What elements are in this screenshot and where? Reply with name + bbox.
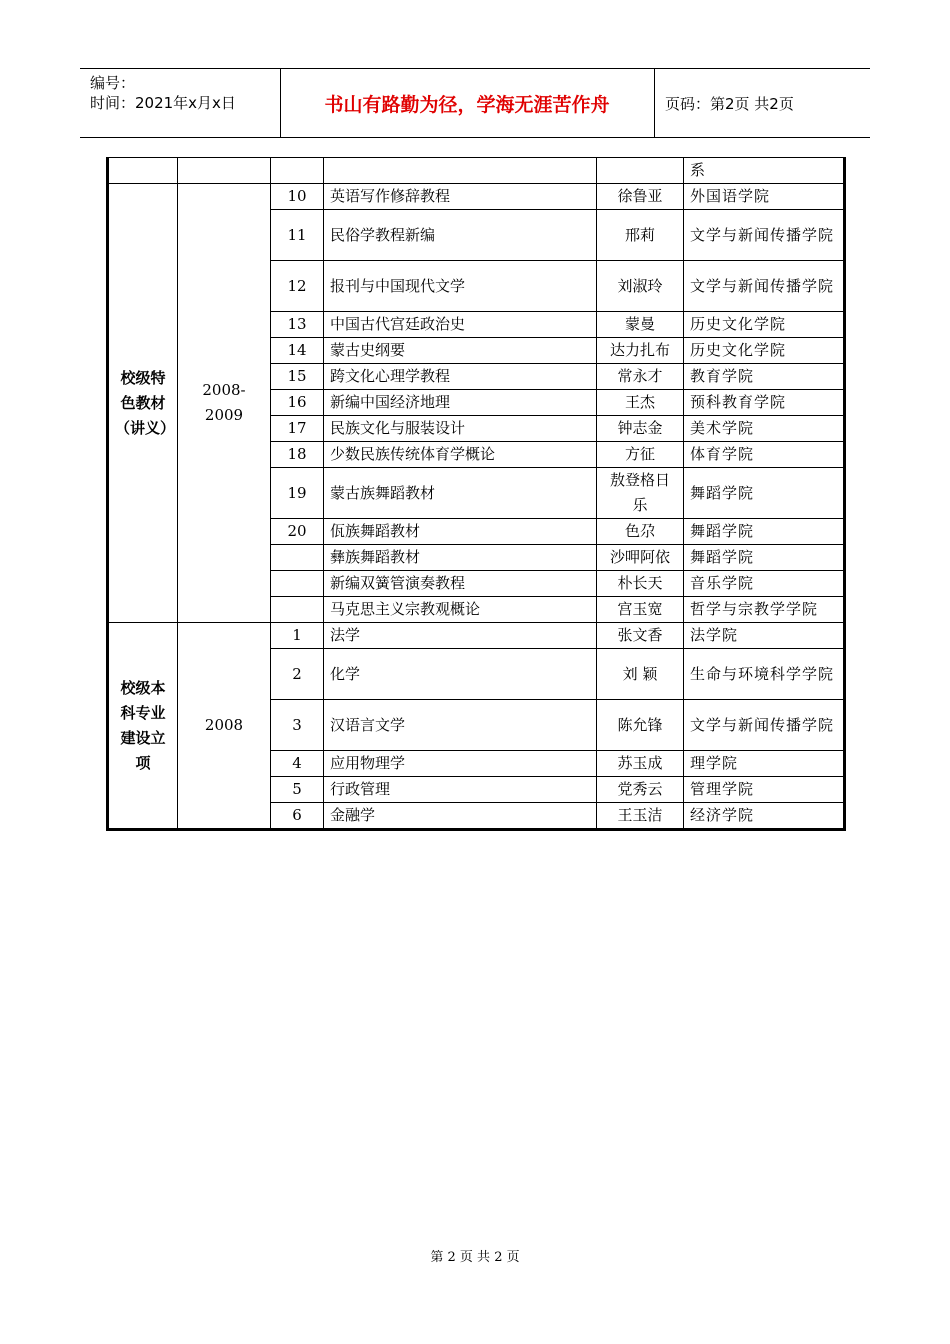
table-row	[108, 158, 845, 184]
person-name: 常永才	[597, 364, 684, 390]
unit-name: 文学与新闻传播学院	[684, 700, 845, 751]
page-header	[80, 68, 870, 138]
table-cell	[108, 158, 178, 184]
person-name: 刘 颖	[597, 649, 684, 700]
unit-name: 预科教育学院	[684, 390, 845, 416]
table-cell	[271, 158, 324, 184]
project-name: 中国古代宫廷政治史	[324, 312, 597, 338]
project-name: 化学	[324, 649, 597, 700]
unit-name: 管理学院	[684, 777, 845, 803]
unit-cell: 系	[684, 158, 845, 184]
row-number: 4	[271, 751, 324, 777]
category-cell: 校级本科专业建设立项	[108, 623, 178, 830]
header-meta	[80, 69, 281, 137]
project-name: 民俗学教程新编	[324, 210, 597, 261]
row-number: 5	[271, 777, 324, 803]
unit-name: 舞蹈学院	[684, 519, 845, 545]
project-name: 应用物理学	[324, 751, 597, 777]
project-name: 金融学	[324, 803, 597, 830]
person-name: 陈允锋	[597, 700, 684, 751]
project-name: 蒙古族舞蹈教材	[324, 468, 597, 519]
unit-name: 法学院	[684, 623, 845, 649]
row-number: 3	[271, 700, 324, 751]
table-row	[108, 184, 845, 210]
person-name: 王玉洁	[597, 803, 684, 830]
person-name: 党秀云	[597, 777, 684, 803]
unit-name: 文学与新闻传播学院	[684, 261, 845, 312]
row-number: 17	[271, 416, 324, 442]
header-page-cell	[655, 69, 870, 137]
row-number: 15	[271, 364, 324, 390]
table-cell	[597, 158, 684, 184]
person-name: 达力扎布	[597, 338, 684, 364]
row-number: 11	[271, 210, 324, 261]
person-name: 方征	[597, 442, 684, 468]
row-number: 1	[271, 623, 324, 649]
project-name: 马克思主义宗教观概论	[324, 597, 597, 623]
motto: 书山有路勤为径，学海无涯苦作舟	[324, 93, 610, 116]
number-label: 编号：	[90, 74, 136, 92]
person-name: 徐鲁亚	[597, 184, 684, 210]
year-cell: 2008-2009	[178, 184, 271, 623]
table-cell	[178, 158, 271, 184]
row-number: 13	[271, 312, 324, 338]
page-info: 页码：第2页 共2页	[665, 94, 794, 113]
unit-name: 文学与新闻传播学院	[684, 210, 845, 261]
unit-name: 生命与环境科学学院	[684, 649, 845, 700]
unit-name: 教育学院	[684, 364, 845, 390]
project-name: 汉语言文学	[324, 700, 597, 751]
project-name: 跨文化心理学教程	[324, 364, 597, 390]
project-name: 英语写作修辞教程	[324, 184, 597, 210]
person-name: 王杰	[597, 390, 684, 416]
project-name: 法学	[324, 623, 597, 649]
project-name: 少数民族传统体育学概论	[324, 442, 597, 468]
row-number: 12	[271, 261, 324, 312]
row-number: 6	[271, 803, 324, 830]
row-number	[271, 571, 324, 597]
unit-name: 哲学与宗教学学院	[684, 597, 845, 623]
project-name: 佤族舞蹈教材	[324, 519, 597, 545]
row-number: 14	[271, 338, 324, 364]
table-row	[108, 623, 845, 649]
person-name: 刘淑玲	[597, 261, 684, 312]
project-name: 彝族舞蹈教材	[324, 545, 597, 571]
row-number: 2	[271, 649, 324, 700]
row-number: 19	[271, 468, 324, 519]
unit-name: 经济学院	[684, 803, 845, 830]
unit-name: 舞蹈学院	[684, 468, 845, 519]
person-name: 沙呷阿依	[597, 545, 684, 571]
project-name: 新编双簧管演奏教程	[324, 571, 597, 597]
project-name: 民族文化与服装设计	[324, 416, 597, 442]
person-name: 色尕	[597, 519, 684, 545]
unit-name: 体育学院	[684, 442, 845, 468]
project-table	[106, 157, 846, 831]
category-cell: 校级特色教材（讲义）	[108, 184, 178, 623]
person-name: 邢莉	[597, 210, 684, 261]
row-number	[271, 545, 324, 571]
unit-name: 音乐学院	[684, 571, 845, 597]
person-name: 宫玉宽	[597, 597, 684, 623]
unit-name: 外国语学院	[684, 184, 845, 210]
row-number: 20	[271, 519, 324, 545]
project-name: 蒙古史纲要	[324, 338, 597, 364]
year-cell: 2008	[178, 623, 271, 830]
unit-name: 历史文化学院	[684, 312, 845, 338]
project-name: 行政管理	[324, 777, 597, 803]
person-name: 张文香	[597, 623, 684, 649]
row-number	[271, 597, 324, 623]
time-label: 时间：2021年x月x日	[90, 94, 236, 112]
header-motto-cell	[280, 69, 655, 137]
row-number: 10	[271, 184, 324, 210]
person-name: 朴长天	[597, 571, 684, 597]
row-number: 16	[271, 390, 324, 416]
unit-name: 舞蹈学院	[684, 545, 845, 571]
table-cell	[324, 158, 597, 184]
project-name: 报刊与中国现代文学	[324, 261, 597, 312]
project-name: 新编中国经济地理	[324, 390, 597, 416]
person-name: 钟志金	[597, 416, 684, 442]
unit-name: 历史文化学院	[684, 338, 845, 364]
row-number: 18	[271, 442, 324, 468]
unit-name: 理学院	[684, 751, 845, 777]
person-name: 敖登格日乐	[597, 468, 684, 519]
page-footer: 第 2 页 共 2 页	[430, 1250, 520, 1265]
person-name: 蒙曼	[597, 312, 684, 338]
unit-name: 美术学院	[684, 416, 845, 442]
person-name: 苏玉成	[597, 751, 684, 777]
